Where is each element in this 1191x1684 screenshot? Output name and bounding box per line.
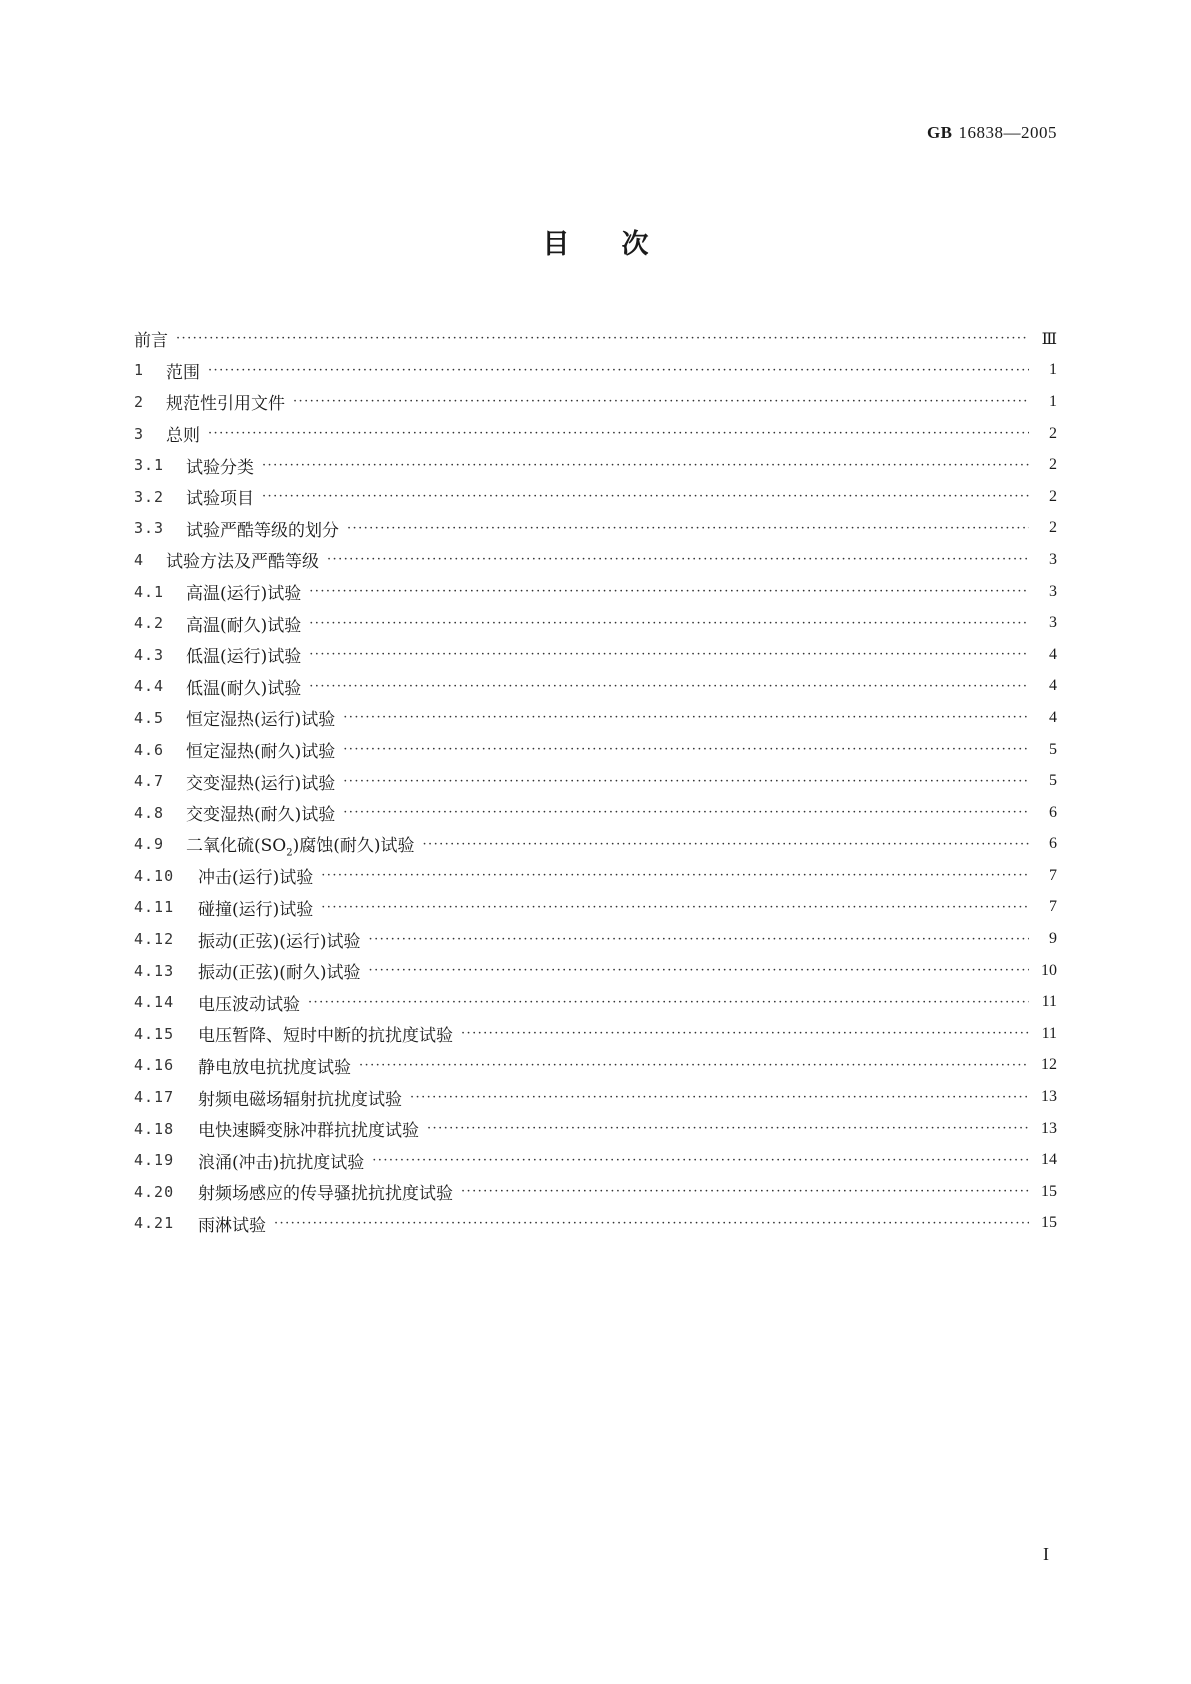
toc-entry-number: 4.4 (134, 677, 165, 696)
toc-entry[interactable] (134, 355, 1057, 387)
toc-entry-number: 4.3 (134, 645, 165, 664)
toc-entry-label: 静电放电抗扰度试验 (198, 1057, 351, 1078)
toc-entry-page: 7 (1049, 866, 1057, 884)
toc-entry-page: 5 (1049, 772, 1057, 790)
toc-entry-label: 高温(运行)试验 (186, 584, 302, 605)
toc-entry[interactable] (134, 702, 1057, 734)
toc-leader-dots (343, 742, 1029, 757)
toc-entry-page: 3 (1049, 582, 1057, 600)
toc-entry-page: 13 (1041, 1088, 1057, 1106)
toc-entry-page: 6 (1049, 835, 1057, 853)
toc-entry-label: 范围 (166, 362, 200, 383)
toc-entry-number: 3 (134, 424, 145, 443)
toc-entry-page: 9 (1049, 930, 1057, 948)
toc-entry[interactable] (134, 734, 1057, 766)
toc-entry-label: 电压暂降、短时中断的抗扰度试验 (198, 1026, 453, 1047)
toc-entry-number: 4.16 (134, 1056, 175, 1075)
toc-entry-number: 4.2 (134, 614, 165, 633)
toc-leader-dots (343, 710, 1029, 725)
toc-entry-label: 前言 (134, 331, 168, 352)
toc-leader-dots (423, 837, 1030, 852)
toc-entry-number: 4.1 (134, 582, 165, 601)
page-number: I (1043, 1544, 1049, 1564)
toc-entry-label: 高温(耐久)试验 (186, 615, 302, 636)
toc-entry-label (186, 831, 423, 858)
toc-leader-dots (461, 1184, 1029, 1199)
toc-entry-label: 射频场感应的传导骚扰抗扰度试验 (198, 1184, 453, 1205)
toc-entry-label: 规范性引用文件 (166, 394, 285, 415)
toc-entry[interactable] (134, 1018, 1057, 1050)
toc-leader-dots (461, 1026, 1029, 1041)
toc-leader-dots (262, 458, 1029, 473)
toc-entry-label: 低温(耐久)试验 (186, 678, 302, 699)
toc-entry[interactable] (134, 576, 1057, 608)
toc-entry[interactable] (134, 829, 1057, 861)
toc-leader-dots (410, 1090, 1029, 1105)
toc-entry-number: 4 (134, 550, 145, 569)
toc-entry-number: 4.9 (134, 835, 165, 854)
toc-leader-dots (369, 963, 1029, 978)
toc-entry-label: 试验严酷等级的划分 (186, 520, 339, 541)
toc-entry-label: 低温(运行)试验 (186, 647, 302, 668)
toc-leader-dots (293, 394, 1029, 409)
toc-entry-number: 1 (134, 361, 145, 380)
toc-entry-label: 冲击(运行)试验 (198, 868, 314, 889)
toc-entry-page: 15 (1041, 1182, 1057, 1200)
standard-number: 16838—2005 (958, 123, 1057, 142)
toc-entry[interactable] (134, 1208, 1057, 1240)
toc-leader-dots (309, 679, 1029, 694)
toc-entry-page: 10 (1041, 961, 1057, 979)
toc-entry-number: 4.18 (134, 1119, 175, 1138)
toc-entry-page: 2 (1049, 487, 1057, 505)
toc-entry-page: 7 (1049, 898, 1057, 916)
toc-entry[interactable] (134, 892, 1057, 924)
standard-code (927, 123, 1057, 143)
toc-leader-dots (372, 1153, 1029, 1168)
toc-entry[interactable] (134, 386, 1057, 418)
toc-entry[interactable] (134, 860, 1057, 892)
toc-entry-number: 4.20 (134, 1182, 175, 1201)
toc-entry-number: 2 (134, 392, 145, 411)
toc-entry-label: 碰撞(运行)试验 (198, 899, 314, 920)
toc-leader-dots (208, 426, 1029, 441)
toc-entry-label-pre: 二氧化硫(SO (186, 835, 287, 856)
toc-entry-label: 交变湿热(耐久)试验 (186, 805, 336, 826)
toc-entry[interactable] (134, 765, 1057, 797)
toc-entry-number: 4.15 (134, 1024, 175, 1043)
toc-leader-dots (343, 805, 1029, 820)
toc-entry-number: 4.19 (134, 1151, 175, 1170)
toc-entry-label: 交变湿热(运行)试验 (186, 773, 336, 794)
toc-entry-number: 4.6 (134, 740, 165, 759)
toc-entry[interactable] (134, 544, 1057, 576)
toc-entry-label: 雨淋试验 (198, 1215, 266, 1236)
toc-entry-label: 振动(正弦)(运行)试验 (198, 931, 361, 952)
toc-entry-page: 2 (1049, 456, 1057, 474)
toc-entry[interactable] (134, 797, 1057, 829)
toc-entry-number: 4.10 (134, 866, 175, 885)
toc-entry-label: 试验方法及严酷等级 (166, 552, 319, 573)
toc-entry-label-subscript: 2 (286, 846, 293, 858)
toc-entry-page: 3 (1049, 614, 1057, 632)
toc-entry[interactable] (134, 986, 1057, 1018)
toc-leader-dots (347, 521, 1029, 536)
toc-entry[interactable] (134, 1081, 1057, 1113)
toc-leader-dots (309, 616, 1029, 631)
toc-entry-number: 4.5 (134, 708, 165, 727)
toc-leader-dots (427, 1121, 1029, 1136)
toc-entry[interactable] (134, 449, 1057, 481)
toc-entry-page: 15 (1041, 1214, 1057, 1232)
toc-leader-dots (176, 331, 1029, 346)
toc-entry-number: 3.3 (134, 519, 165, 538)
toc-leader-dots (274, 1216, 1029, 1231)
toc-entry-page: 14 (1041, 1151, 1057, 1169)
toc-leader-dots (321, 868, 1029, 883)
toc-entry[interactable] (134, 1050, 1057, 1082)
toc-entry-page: 1 (1049, 392, 1057, 410)
toc-entry-label: 试验项目 (186, 489, 254, 510)
toc-entry[interactable] (134, 481, 1057, 513)
toc-entry-number: 4.17 (134, 1088, 175, 1107)
toc-entry-number: 4.11 (134, 898, 175, 917)
toc-entry-page: 1 (1049, 361, 1057, 379)
toc-entry-label: 恒定湿热(耐久)试验 (186, 742, 336, 763)
toc-entry-page: 5 (1049, 740, 1057, 758)
toc-entry-page: 2 (1049, 424, 1057, 442)
toc-entry[interactable] (134, 323, 1057, 355)
toc-entry-label: 试验分类 (186, 457, 254, 478)
toc-leader-dots (359, 1058, 1029, 1073)
toc-entry-page: 2 (1049, 519, 1057, 537)
toc-entry-page: 6 (1049, 803, 1057, 821)
toc-entry-label: 恒定湿热(运行)试验 (186, 710, 336, 731)
toc-entry[interactable] (134, 955, 1057, 987)
toc-entry-page: 12 (1041, 1056, 1057, 1074)
toc-leader-dots (262, 489, 1029, 504)
toc-entry-number: 4.21 (134, 1214, 175, 1233)
table-of-contents (134, 323, 1057, 1239)
toc-leader-dots (343, 774, 1029, 789)
toc-leader-dots (208, 363, 1029, 378)
toc-entry-page: 4 (1049, 645, 1057, 663)
toc-entry[interactable] (134, 639, 1057, 671)
toc-entry-page: 4 (1049, 708, 1057, 726)
toc-entry-page: Ⅲ (1041, 330, 1057, 348)
toc-entry-number: 4.13 (134, 961, 175, 980)
toc-entry-label: 总则 (166, 426, 200, 447)
toc-leader-dots (308, 995, 1029, 1010)
toc-entry[interactable] (134, 1176, 1057, 1208)
toc-entry[interactable] (134, 607, 1057, 639)
toc-entry-page: 11 (1041, 993, 1057, 1011)
toc-entry-number: 4.8 (134, 803, 165, 822)
toc-entry-label: 射频电磁场辐射抗扰度试验 (198, 1089, 402, 1110)
toc-entry-label: 电快速瞬变脉冲群抗扰度试验 (198, 1121, 419, 1142)
toc-entry-label: 振动(正弦)(耐久)试验 (198, 963, 361, 984)
toc-entry-page: 13 (1041, 1119, 1057, 1137)
toc-entry[interactable] (134, 923, 1057, 955)
toc-entry-number: 3.2 (134, 487, 165, 506)
toc-entry-label-post: )腐蚀(耐久)试验 (292, 835, 415, 856)
toc-leader-dots (321, 900, 1029, 915)
toc-entry[interactable] (134, 671, 1057, 703)
toc-entry-number: 4.7 (134, 772, 165, 791)
toc-leader-dots (369, 932, 1029, 947)
page-title: 目次 (542, 229, 701, 260)
toc-entry-number: 4.14 (134, 993, 175, 1012)
toc-entry-label: 浪涌(冲击)抗扰度试验 (198, 1152, 365, 1173)
toc-leader-dots (327, 552, 1029, 567)
toc-entry[interactable] (134, 1144, 1057, 1176)
toc-entry-page: 11 (1041, 1024, 1057, 1042)
toc-entry[interactable] (134, 1113, 1057, 1145)
toc-entry[interactable] (134, 418, 1057, 450)
toc-entry-page: 3 (1049, 550, 1057, 568)
toc-entry[interactable] (134, 513, 1057, 545)
toc-leader-dots (309, 584, 1029, 599)
toc-leader-dots (309, 647, 1029, 662)
toc-entry-number: 3.1 (134, 456, 165, 475)
toc-entry-page: 4 (1049, 677, 1057, 695)
toc-entry-number: 4.12 (134, 930, 175, 949)
standard-prefix: GB (926, 123, 953, 142)
toc-entry-label: 电压波动试验 (198, 994, 300, 1015)
